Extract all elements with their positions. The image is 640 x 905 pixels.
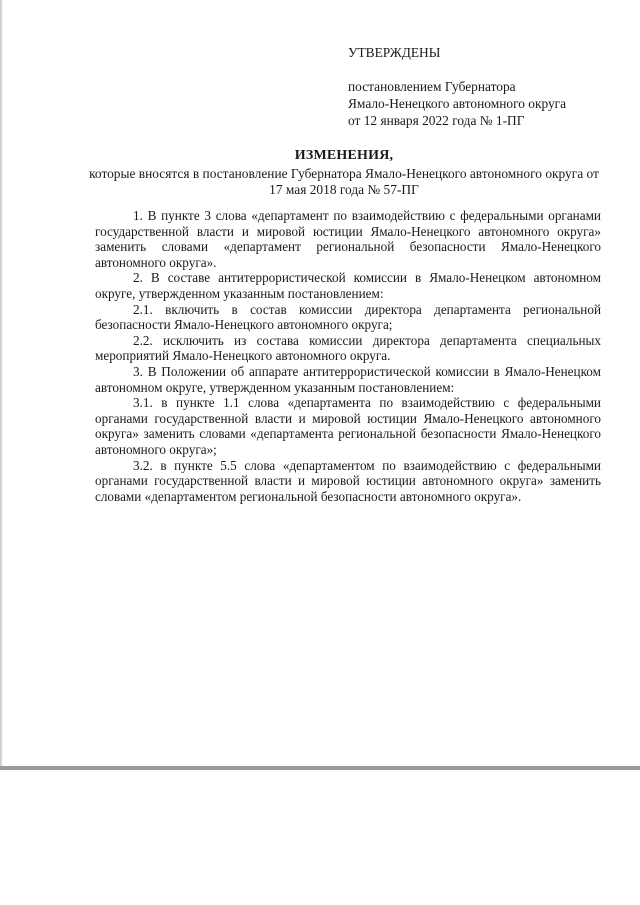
paragraph-3-2: 3.2. в пункте 5.5 слова «департаментом по взаимодействию с федеральными органами государственной власти и мировой юстиции автономного округа» заменить словами «департаментом региональной безопасности автономного округа».	[95, 457, 601, 504]
paragraph-2-2: 2.2. исключить из состава комиссии директора департамента специальных мероприятий Ямало-Ненецкого автономного округа.	[95, 332, 601, 364]
paragraph-3-1: 3.1. в пункте 1.1 слова «департамента по взаимодействию с федеральными органами государственной власти и мировой юстиции Ямало-Ненецкого автономного округа» заменить словами «департамента региональной безопасности Ямало-Ненецкого автономного округа»;	[95, 395, 601, 457]
approval-line-2: Ямало-Ненецкого автономного округа	[348, 96, 567, 111]
paragraph-3: 3. В Положении об аппарате антитеррористической комиссии в Ямало-Ненецком автономном округе, утвержденном указанным постановлением:	[95, 363, 601, 395]
scan-edge-shadow	[0, 0, 3, 766]
paragraph-2-1: 2.1. включить в состав комиссии директора департамента региональной безопасности Ямало-Ненецкого автономного округа;	[95, 301, 601, 333]
paragraph-1: 1. В пункте 3 слова «департамент по взаимодействию с федеральными органами государственной власти и мировой юстиции Ямало-Ненецкого автономного округа» заменить словами «департамент региональной безопасности Ямало-Ненецкого автономного округа».	[95, 208, 601, 270]
approval-line-1: постановлением Губернатора	[348, 79, 516, 94]
document-subtitle: которые вносятся в постановление Губернатора Ямало-Ненецкого автономного округа от 17 мая 2018 года № 57-ПГ	[89, 166, 599, 197]
document-title: ИЗМЕНЕНИЯ,	[294, 148, 394, 163]
document-title-block	[84, 148, 604, 198]
approval-line-3: от 12 января 2022 года № 1-ПГ	[348, 113, 525, 128]
document-body	[95, 208, 601, 504]
paragraph-2: 2. В составе антитеррористической комиссии в Ямало-Ненецком автономном округе, утвержденном указанным постановлением:	[95, 270, 601, 301]
approval-heading: УТВЕРЖДЕНЫ	[348, 45, 441, 60]
approval-stamp-block	[348, 44, 618, 129]
